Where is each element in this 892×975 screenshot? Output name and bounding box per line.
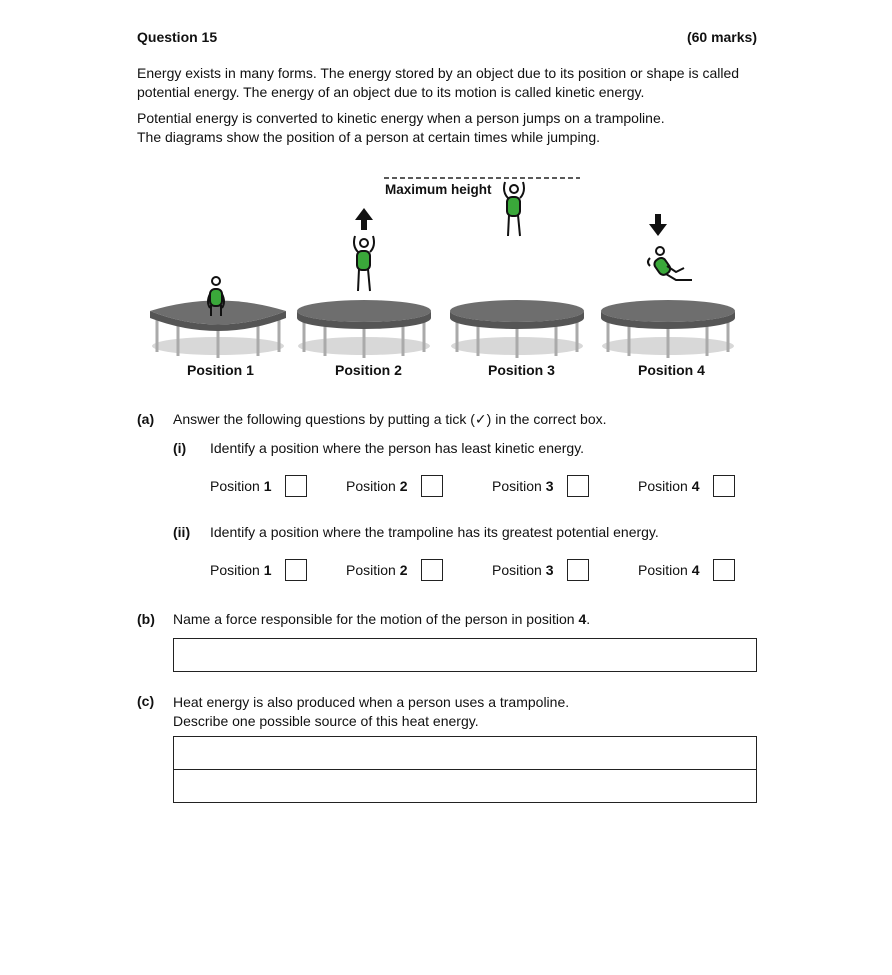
- tick-box-a-i-position-2[interactable]: [421, 475, 443, 497]
- caption-position-3: Position 3: [488, 362, 555, 378]
- marks-label: (60 marks): [686, 29, 757, 45]
- option-label: Position 2: [346, 562, 408, 578]
- person-position-2: [354, 236, 374, 291]
- part-c-line: Heat energy is also produced when a person uses a trampoline.: [173, 694, 570, 710]
- option-a-ii-2: [346, 556, 443, 584]
- intro-line: potential energy. The energy of an object due to its motion is called kinetic energy.: [137, 84, 645, 100]
- person-position-4: [648, 247, 692, 280]
- tick-box-a-i-position-3[interactable]: [567, 475, 589, 497]
- max-height-label: Maximum height: [385, 182, 492, 197]
- option-label: Position 1: [210, 562, 272, 578]
- answer-box-c-line-1[interactable]: [173, 736, 757, 770]
- tick-box-a-ii-position-2[interactable]: [421, 559, 443, 581]
- intro-line: The diagrams show the position of a person at certain times while jumping.: [137, 129, 601, 145]
- option-a-i-2: [346, 472, 443, 500]
- option-label: Position 3: [492, 562, 554, 578]
- option-a-ii-1: [210, 556, 307, 584]
- tick-box-a-ii-position-4[interactable]: [713, 559, 735, 581]
- part-b-text: Name a force responsible for the motion of the person in position 4.: [173, 611, 591, 627]
- caption-position-1: Position 1: [187, 362, 254, 378]
- tick-box-a-ii-position-3[interactable]: [567, 559, 589, 581]
- answer-box-b[interactable]: [173, 638, 757, 672]
- part-c-label: (c): [137, 693, 155, 709]
- tick-row-a-i: [0, 472, 892, 500]
- down-arrow-icon: [649, 214, 667, 236]
- option-a-ii-3: [492, 556, 589, 584]
- part-a-ii-label: (ii): [173, 524, 191, 540]
- option-label: Position 1: [210, 478, 272, 494]
- option-label: Position 4: [638, 562, 700, 578]
- part-a-i-text: Identify a position where the person has least kinetic energy.: [210, 440, 585, 456]
- option-label: Position 2: [346, 478, 408, 494]
- tick-row-a-ii: [0, 556, 892, 584]
- trampoline-3: [450, 300, 584, 358]
- part-a-i-label: (i): [173, 440, 187, 456]
- part-c-line: Describe one possible source of this heat energy.: [173, 713, 479, 729]
- tick-box-a-ii-position-1[interactable]: [285, 559, 307, 581]
- tick-box-a-i-position-1[interactable]: [285, 475, 307, 497]
- part-a-label: (a): [137, 411, 155, 427]
- tick-box-a-i-position-4[interactable]: [713, 475, 735, 497]
- answer-box-c-line-2[interactable]: [173, 769, 757, 803]
- option-a-i-3: [492, 472, 589, 500]
- option-label: Position 3: [492, 478, 554, 494]
- trampoline-1: [150, 301, 286, 359]
- person-position-3: [504, 182, 524, 236]
- part-b-label: (b): [137, 611, 155, 627]
- caption-position-4: Position 4: [638, 362, 705, 378]
- trampoline-diagram: [0, 0, 892, 400]
- up-arrow-icon: [355, 208, 373, 230]
- part-c-text: [173, 693, 569, 731]
- question-number: Question 15: [137, 29, 218, 45]
- trampoline-2: [297, 300, 431, 358]
- option-a-ii-4: [638, 556, 735, 584]
- option-label: Position 4: [638, 478, 700, 494]
- intro-line: Energy exists in many forms. The energy stored by an object due to its position or shape is called: [137, 65, 740, 81]
- part-a-text: Answer the following questions by putting a tick (✓) in the correct box.: [173, 411, 607, 427]
- part-a-ii-text: Identify a position where the trampoline has its greatest potential energy.: [210, 524, 659, 540]
- trampoline-4: [601, 300, 735, 358]
- option-a-i-1: [210, 472, 307, 500]
- caption-position-2: Position 2: [335, 362, 402, 378]
- option-a-i-4: [638, 472, 735, 500]
- intro-line: Potential energy is converted to kinetic energy when a person jumps on a trampoline.: [137, 110, 665, 126]
